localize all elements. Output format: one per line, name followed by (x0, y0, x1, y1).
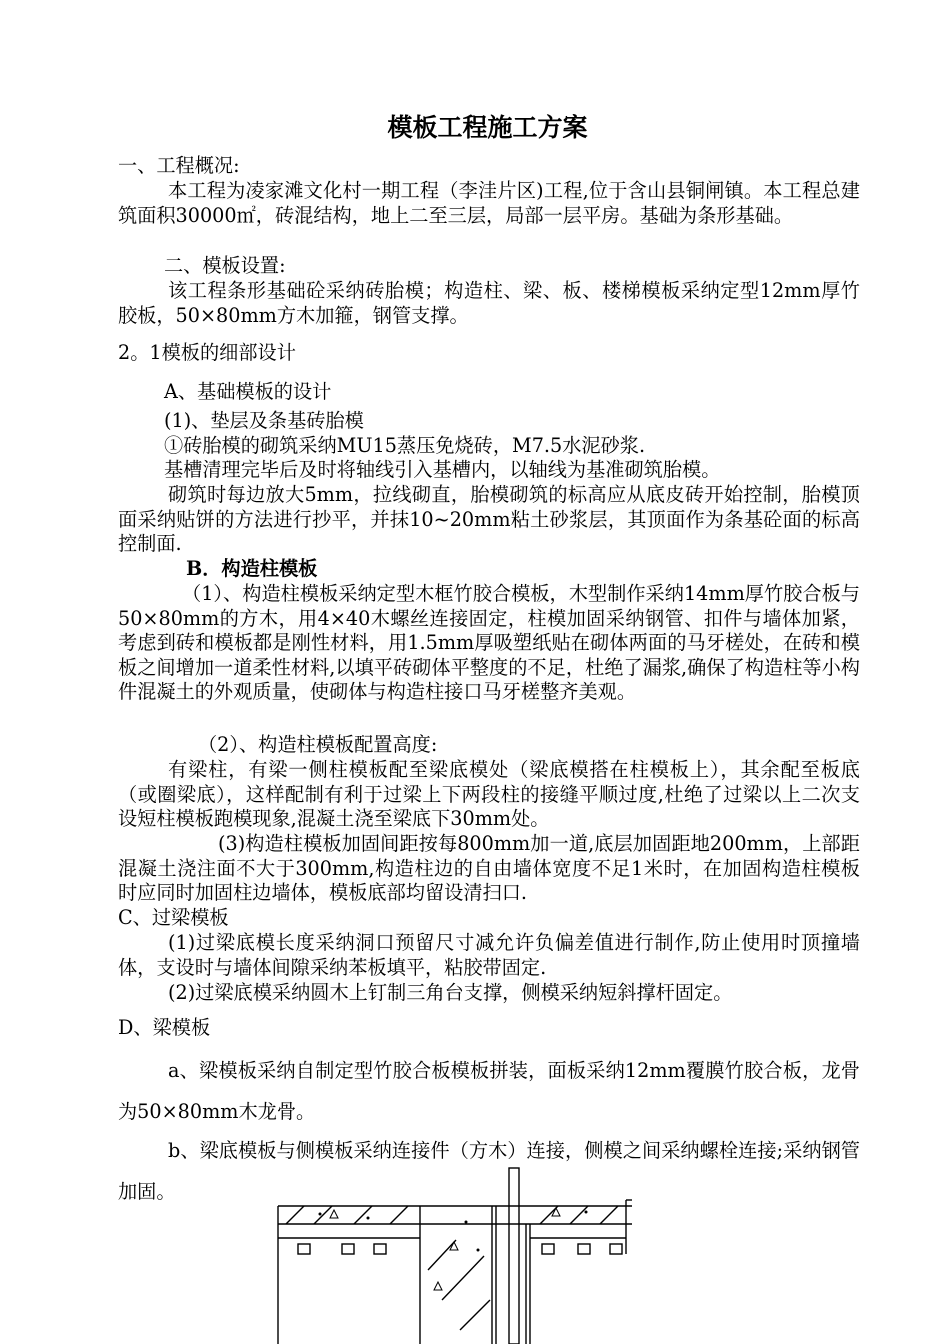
subsection-d-item-1: a、梁模板采纳自制定型竹胶合板模板拼装，面板采纳12mm覆膜竹胶合板，龙骨为50×80mm木龙骨。 (118, 1059, 860, 1123)
formwork-section-drawing-icon (270, 1160, 640, 1344)
section-1-paragraph: 本工程为凌家滩文化村一期工程（李洼片区)工程,位于含山县铜闸镇。本工程总建筑面积30000㎡，砖混结构，地上二至三层，局部一层平房。基础为条形基础。 (118, 179, 860, 227)
subsection-b-item-2: （2）、构造柱模板配置高度: (198, 733, 438, 756)
subsection-d-heading: D、梁模板 (118, 1016, 211, 1039)
subsection-b-item-3: 有梁柱，有梁一侧柱模板配至梁底模处（梁底模搭在柱模板上），其余配至板底（或圈梁底），这样配制有利于过梁上下两段柱的接缝平顺过度,杜绝了过梁以上二次支设短柱模板跑模现象,混凝土浇至梁底下30mm处。 (118, 758, 860, 831)
section-2-paragraph: 该工程条形基础砼采纳砖胎模；构造柱、梁、板、楼梯模板采纳定型12mm厚竹胶板，50×80mm方木加箍，钢管支撑。 (118, 279, 860, 327)
subsection-a-item-3: 基槽清理完毕后及时将轴线引入基槽内，以轴线为基准砌筑胎模。 (164, 458, 721, 481)
subsection-b-item-4: (3)构造柱模板加固间距按每800mm加一道,底层加固距地200mm，上部距混凝土浇注面不大于300mm,构造柱边的自由墙体宽度不足1米时，在加固构造柱模板时应同时加固柱边墙体，模板底部均留设清扫口. (118, 832, 860, 905)
subsection-c-item-1: (1)过梁底模长度采纳洞口预留尺寸减允许负偏差值进行制作,防止使用时顶撞墙体，支设时与墙体间隙采纳苯板填平，粘胶带固定. (118, 931, 860, 979)
subsection-a-item-1: (1)、垫层及条基砖胎模 (164, 409, 364, 432)
subsection-b-item-1: （1）、构造柱模板采纳定型木框竹胶合模板，木型制作采纳14mm厚竹胶合板与50×80mm的方木，用4×40木螺丝连接固定，柱模加固采纳钢管、扣件与墙体加紧，考虑到砖和模板都是刚性材料，用1.5mm厚吸塑纸贴在砌体两面的马牙槎处，在砖和模板之间增加一道柔性材料,以填平砖砌体平整度的不足，杜绝了漏浆,确保了构造柱等小构件混凝土的外观质量，使砌体与构造柱接口马牙槎整齐美观。 (118, 582, 860, 704)
section-2-1-heading: 2。1模板的细部设计 (118, 341, 296, 364)
subsection-b-heading: B．构造柱模板 (186, 557, 318, 580)
subsection-c-heading: C、过梁模板 (118, 906, 229, 929)
subsection-c-item-2: (2)过梁底模采纳圆木上钉制三角台支撑，侧模采纳短斜撑杆固定。 (168, 981, 733, 1004)
subsection-a-item-2: ①砖胎模的砌筑采纳MU15蒸压免烧砖，M7.5水泥砂浆. (164, 434, 646, 457)
section-2-heading: 二、模板设置: (164, 254, 286, 277)
subsection-a-heading: A、基础模板的设计 (164, 380, 332, 403)
section-1-heading: 一、工程概况: (118, 154, 240, 177)
subsection-d-item-2: b、梁底模板与侧模板采纳连接件（方木）连接，侧模之间采纳螺栓连接;采纳钢管加固。 (118, 1139, 860, 1203)
subsection-a-item-4: 砌筑时每边放大5mm，拉线砌直，胎模砌筑的标高应从底皮砖开始控制，胎模顶面采纳贴饼的方法进行抄平，并抹10~20mm粘土砂浆层，其顶面作为条基砼面的标高控制面. (118, 483, 860, 556)
document-title: 模板工程施工方案 (387, 113, 588, 142)
